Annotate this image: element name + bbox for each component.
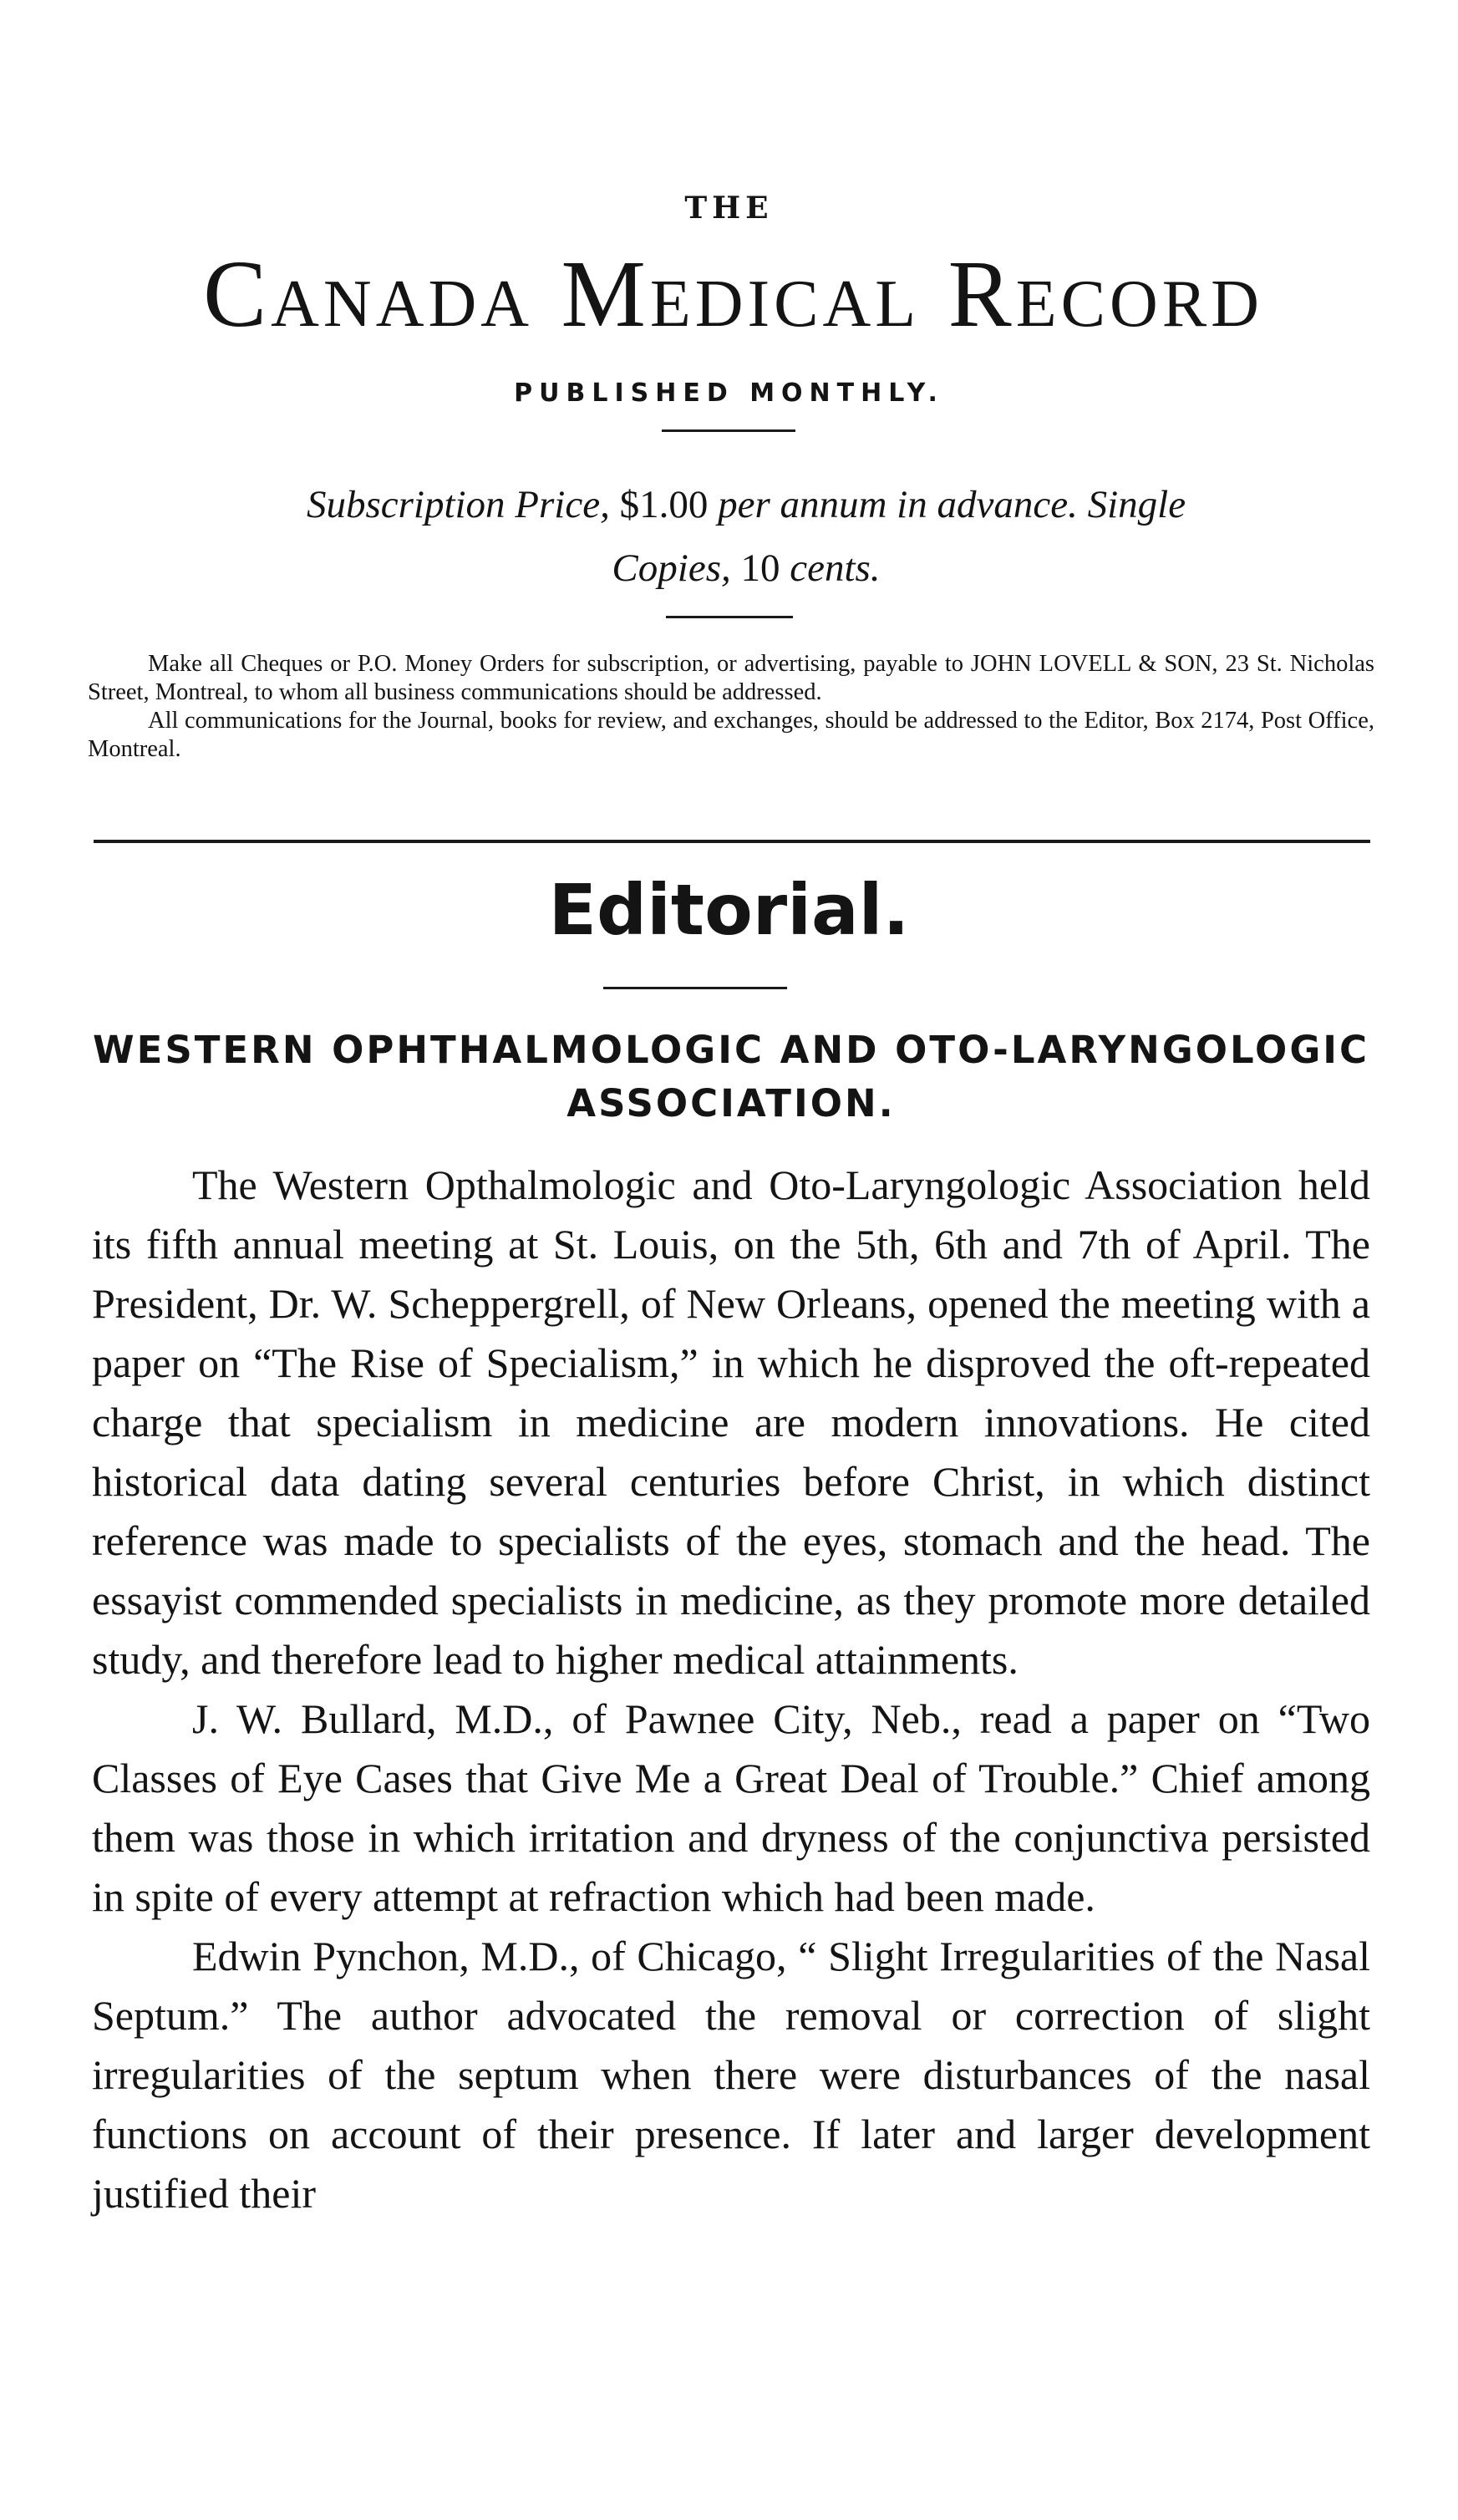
- subscription-info: [165, 473, 1327, 600]
- section-title: Editorial.: [548, 869, 910, 951]
- subscription-terms: per annum in advance. Single: [718, 483, 1186, 526]
- masthead-the: THE: [684, 191, 774, 226]
- single-copies-price: 10: [740, 546, 780, 590]
- journal-title: Canada Medical Record: [203, 241, 1263, 347]
- masthead-divider: [662, 429, 795, 432]
- single-copies-label: Copies,: [612, 546, 731, 590]
- article-body: [92, 1156, 1370, 2223]
- article-paragraph: Edwin Pynchon, M.D., of Chicago, “ Slight Irregularities of the Nasal Septum.” The author advocated the removal or correction of slight irregularities of the septum when there were disturbances of the nasal functions on account of their presence. If later and larger development justified their: [92, 1933, 1370, 2217]
- communications-notice: All communications for the Journal, books for review, and exchanges, should be addressed to the Editor, Box 2174, Post Office, Montreal.: [88, 708, 1374, 762]
- subscription-label: Subscription Price,: [306, 483, 610, 526]
- header-rule: [94, 840, 1370, 843]
- article-paragraph: The Western Opthalmologic and Oto-Laryngologic Association held its fifth annual meeting at St. Louis, on the 5th, 6th and 7th of April. The President, Dr. W. Scheppergrell, of New Orleans, opened the meeting with a paper on “The Rise of Specialism,” in which he disproved the oft-repeated charge that specialism in medicine are modern innovations. He cited historical data dating several centuries before Christ, in which distinct reference was made to specialists of the eyes, stomach and the head. The essayist commended specialists in medicine, as they promote more detailed study, and therefore lead to higher medical attainments.: [92, 1161, 1370, 1683]
- article-paragraph: J. W. Bullard, M.D., of Pawnee City, Neb., read a paper on “Two Classes of Eye Cases that Give Me a Great Deal of Trouble.” Chief among them was those in which irritation and dryness of the conjunctiva persisted in spite of every attempt at refraction which had been made.: [92, 1695, 1370, 1920]
- publication-frequency: PUBLISHED MONTHLY.: [514, 379, 944, 408]
- subscription-price: $1.00: [619, 483, 709, 526]
- payment-notice: Make all Cheques or P.O. Money Orders for subscription, or advertising, payable to JOHN LOVELL & SON, 23 St. Nicholas Street, Montreal, to whom all business communications should be addressed.: [88, 651, 1374, 705]
- publisher-notice: [88, 650, 1374, 764]
- single-copies-unit: cents.: [790, 546, 881, 590]
- section-divider: [603, 987, 787, 989]
- subscription-divider: [666, 616, 793, 618]
- article-heading: WESTERN OPHTHALMOLOGIC AND OTO-LARYNGOLOGIC ASSOCIATION.: [92, 1028, 1370, 1125]
